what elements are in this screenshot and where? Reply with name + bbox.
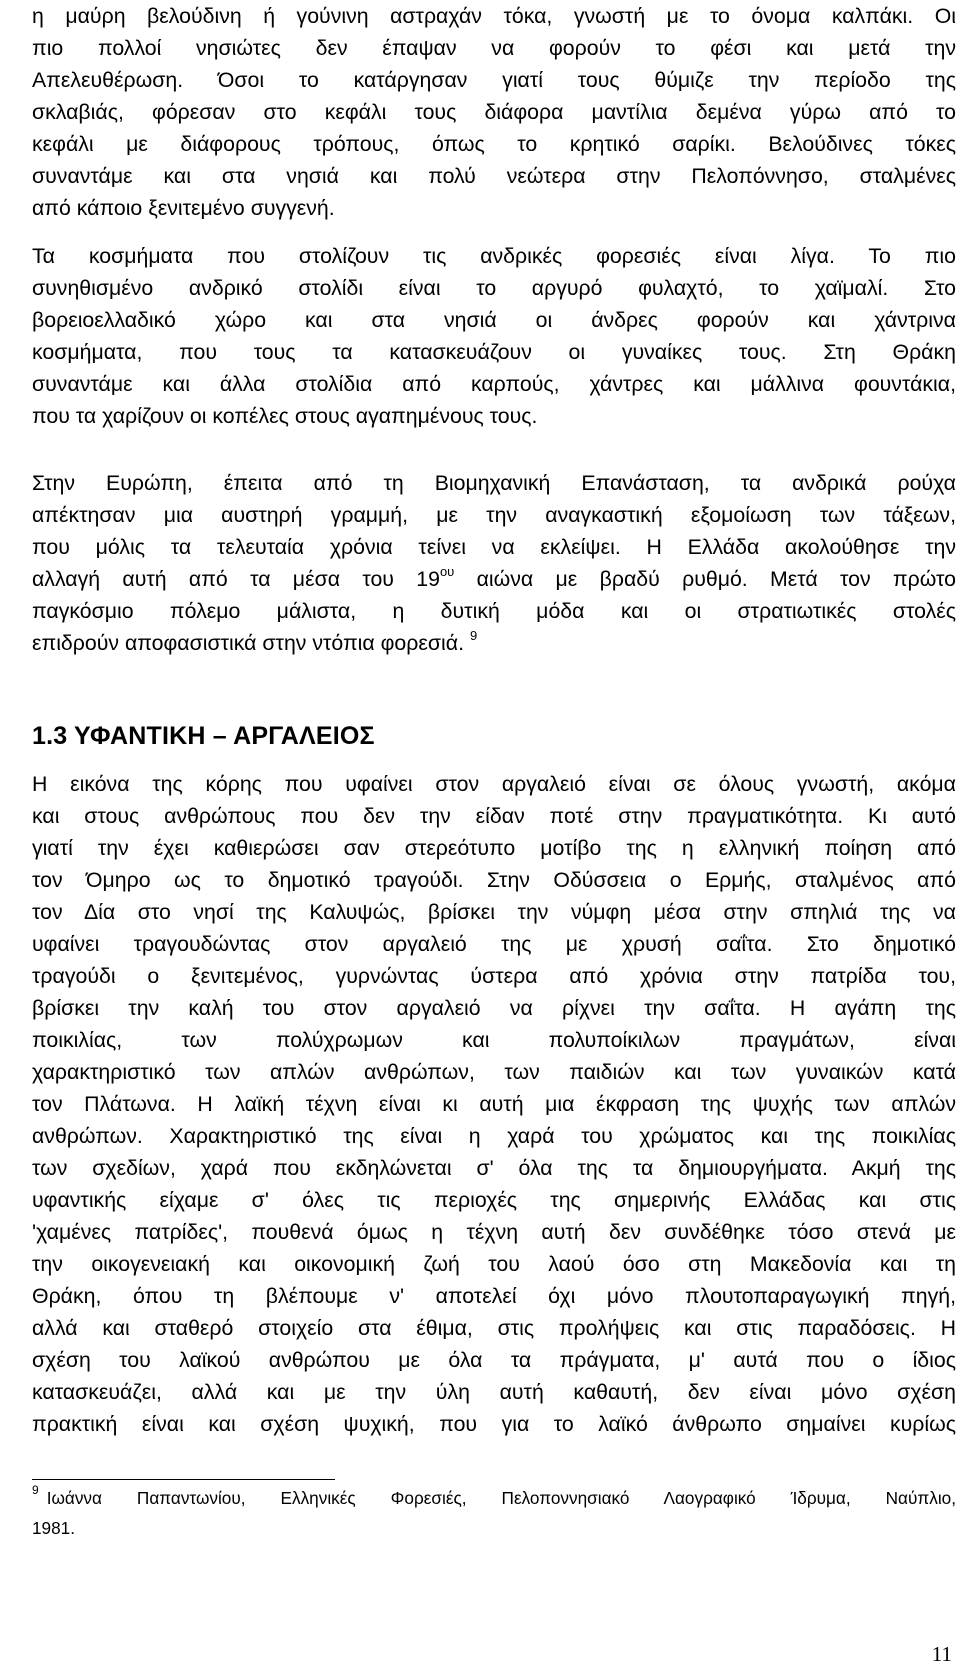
paragraph-europe	[32, 467, 956, 659]
text-line: σχέση του λαϊκού ανθρώπου με όλα τα πράγματα, μ' αυτά που ο ίδιος	[32, 1348, 956, 1372]
text-segment: αλλαγή αυτή από τα μέσα του 19	[32, 567, 440, 591]
text-line: χαρακτηριστικό των απλών ανθρώπων, των παιδιών και των γυναικών κατά	[32, 1060, 956, 1084]
text-line: των σχεδίων, χαρά που εκδηλώνεται σ' όλα της τα δημιουργήματα. Ακμή της	[32, 1156, 956, 1180]
text-line: κεφάλι με διάφορους τρόπους, όπως το κρητικό σαρίκι. Βελούδινες τόκες	[32, 132, 956, 156]
footnote-mark: 9	[32, 1483, 39, 1497]
paragraph-jewelry	[32, 240, 956, 432]
text-line: και στους ανθρώπους που δεν την είδαν ποτέ στην πραγματικότητα. Κι αυτό	[32, 804, 956, 828]
text-segment: επιδρούν αποφασιστικά στην ντόπια φορεσιά.	[32, 631, 464, 655]
text-line: πρακτική είναι και σχέση ψυχική, που για το λαϊκό άνθρωπο σημαίνει κυρίως	[32, 1412, 956, 1436]
footnote	[32, 1483, 956, 1543]
text-line: συναντάμε και άλλα στολίδια από καρπούς, χάντρες και μάλλινα φουντάκια,	[32, 372, 956, 396]
text-line: από κάποιο ξενιτεμένο συγγενή.	[32, 196, 335, 220]
text-line: Η εικόνα της κόρης που υφαίνει στον αργαλειό είναι σε όλους γνωστή, ακόμα	[32, 772, 956, 796]
text-line: βορειοελλαδικό χώρο και στα νησιά οι άνδρες φορούν και χάντρινα	[32, 308, 956, 332]
text-line: υφαίνει τραγουδώντας στον αργαλειό της με χρυσή σαΐτα. Στο δημοτικό	[32, 932, 956, 956]
text-line: Τα κοσμήματα που στολίζουν τις ανδρικές φορεσιές είναι λίγα. Το πιο	[32, 244, 956, 268]
paragraph-weaving	[32, 768, 956, 1440]
text-line: συναντάμε και στα νησιά και πολύ νεώτερα στην Πελοπόννησο, σταλμένες	[32, 164, 956, 188]
text-line: τον Όμηρο ως το δημοτικό τραγούδι. Στην Οδύσσεια ο Ερμής, σταλμένος από	[32, 868, 956, 892]
footnote-line: 1981.	[32, 1518, 76, 1538]
text-line: που μόλις τα τελευταία χρόνια τείνει να εκλείψει. Η Ελλάδα ακολούθησε την	[32, 535, 956, 559]
text-line: αλλά και σταθερό στοιχείο στα έθιμα, στις προλήψεις και στις παραδόσεις. Η	[32, 1316, 956, 1340]
page-number: 11	[931, 1642, 952, 1666]
text-line: βρίσκει την καλή του στον αργαλειό να ρίχνει την σαΐτα. Η αγάπη της	[32, 996, 956, 1020]
text-line: ανθρώπων. Χαρακτηριστικό της είναι η χαρά του χρώματος και της ποικιλίας	[32, 1124, 956, 1148]
text-line: παγκόσμιο πόλεμο μάλιστα, η δυτική μόδα και οι στρατιωτικές στολές	[32, 599, 956, 623]
text-line: ποικιλίας, των πολύχρωμων και πολυποίκιλων πραγμάτων, είναι	[32, 1028, 956, 1052]
text-line: απέκτησαν μια αυστηρή γραμμή, με την αναγκαστική εξομοίωση των τάξεων,	[32, 503, 956, 527]
footnote-reference[interactable]: 9	[470, 628, 478, 643]
text-line: 'χαμένες πατρίδες', πουθενά όμως η τέχνη αυτή δεν συνδέθηκε τόσο στενά με	[32, 1220, 956, 1244]
text-line: συνηθισμένο ανδρικό στολίδι είναι το αργυρό φυλαχτό, το χαϊμαλί. Στο	[32, 276, 956, 300]
text-line: η μαύρη βελούδινη ή γούνινη αστραχάν τόκα, γνωστή με το όνομα καλπάκι. Οι	[32, 4, 956, 28]
text-line: τον Πλάτωνα. Η λαϊκή τέχνη είναι κι αυτή μια έκφραση της ψυχής των απλών	[32, 1092, 956, 1116]
ordinal-superscript: ου	[439, 563, 455, 579]
text-line: την οικογενειακή και οικονομική ζωή του λαού όσο στη Μακεδονία και τη	[32, 1252, 956, 1276]
text-line: που τα χαρίζουν οι κοπέλες στους αγαπημένους τους.	[32, 404, 538, 428]
text-line: τον Δία στο νησί της Καλυψώς, βρίσκει την νύμφη μέσα στην σπηλιά της να	[32, 900, 956, 924]
paragraph-headwear	[32, 0, 956, 224]
text-line	[32, 563, 956, 595]
text-line: τραγούδι ο ξενιτεμένος, γυρνώντας ύστερα από χρόνια στην πατρίδα του,	[32, 964, 956, 988]
text-line: σκλαβιάς, φόρεσαν στο κεφάλι τους διάφορα μαντίλια δεμένα γύρω από το	[32, 100, 956, 124]
text-line: πιο πολλοί νησιώτες δεν έπαψαν να φορούν το φέσι και μετά την	[32, 36, 956, 60]
footnote-text: Ιωάννα Παπαντωνίου, Ελληνικές Φορεσιές, Πελοποννησιακό Λαογραφικό Ίδρυμα, Ναύπλιο,	[46, 1488, 956, 1508]
text-line: κοσμήματα, που τους τα κατασκευάζουν οι γυναίκες τους. Στη Θράκη	[32, 340, 956, 364]
text-line: υφαντικής είχαμε σ' όλες τις περιοχές της σημερινής Ελλάδας και στις	[32, 1188, 956, 1212]
text-line: Απελευθέρωση. Όσοι το κατάργησαν γιατί τους θύμιζε την περίοδο της	[32, 68, 956, 92]
text-line: κατασκευάζει, αλλά και με την ύλη αυτή καθαυτή, δεν είναι μόνο σχέση	[32, 1380, 956, 1404]
text-line: γιατί την έχει καθιερώσει σαν στερεότυπο μοτίβο της η ελληνική ποίηση από	[32, 836, 956, 860]
text-segment: αιώνα με βραδύ ρυθμό. Μετά τον πρώτο	[454, 567, 956, 591]
text-line: Στην Ευρώπη, έπειτα από τη Βιομηχανική Επανάσταση, τα ανδρικά ρούχα	[32, 471, 956, 495]
footnote-separator	[32, 1479, 335, 1480]
text-line: Θράκη, όπου τη βλέπουμε ν' αποτελεί όχι μόνο πλουτοπαραγωγική πηγή,	[32, 1284, 956, 1308]
text-line	[32, 627, 956, 659]
section-heading: 1.3 ΥΦΑΝΤΙΚΗ – ΑΡΓΑΛΕΙΟΣ	[32, 722, 375, 750]
footnote-line	[32, 1483, 956, 1513]
